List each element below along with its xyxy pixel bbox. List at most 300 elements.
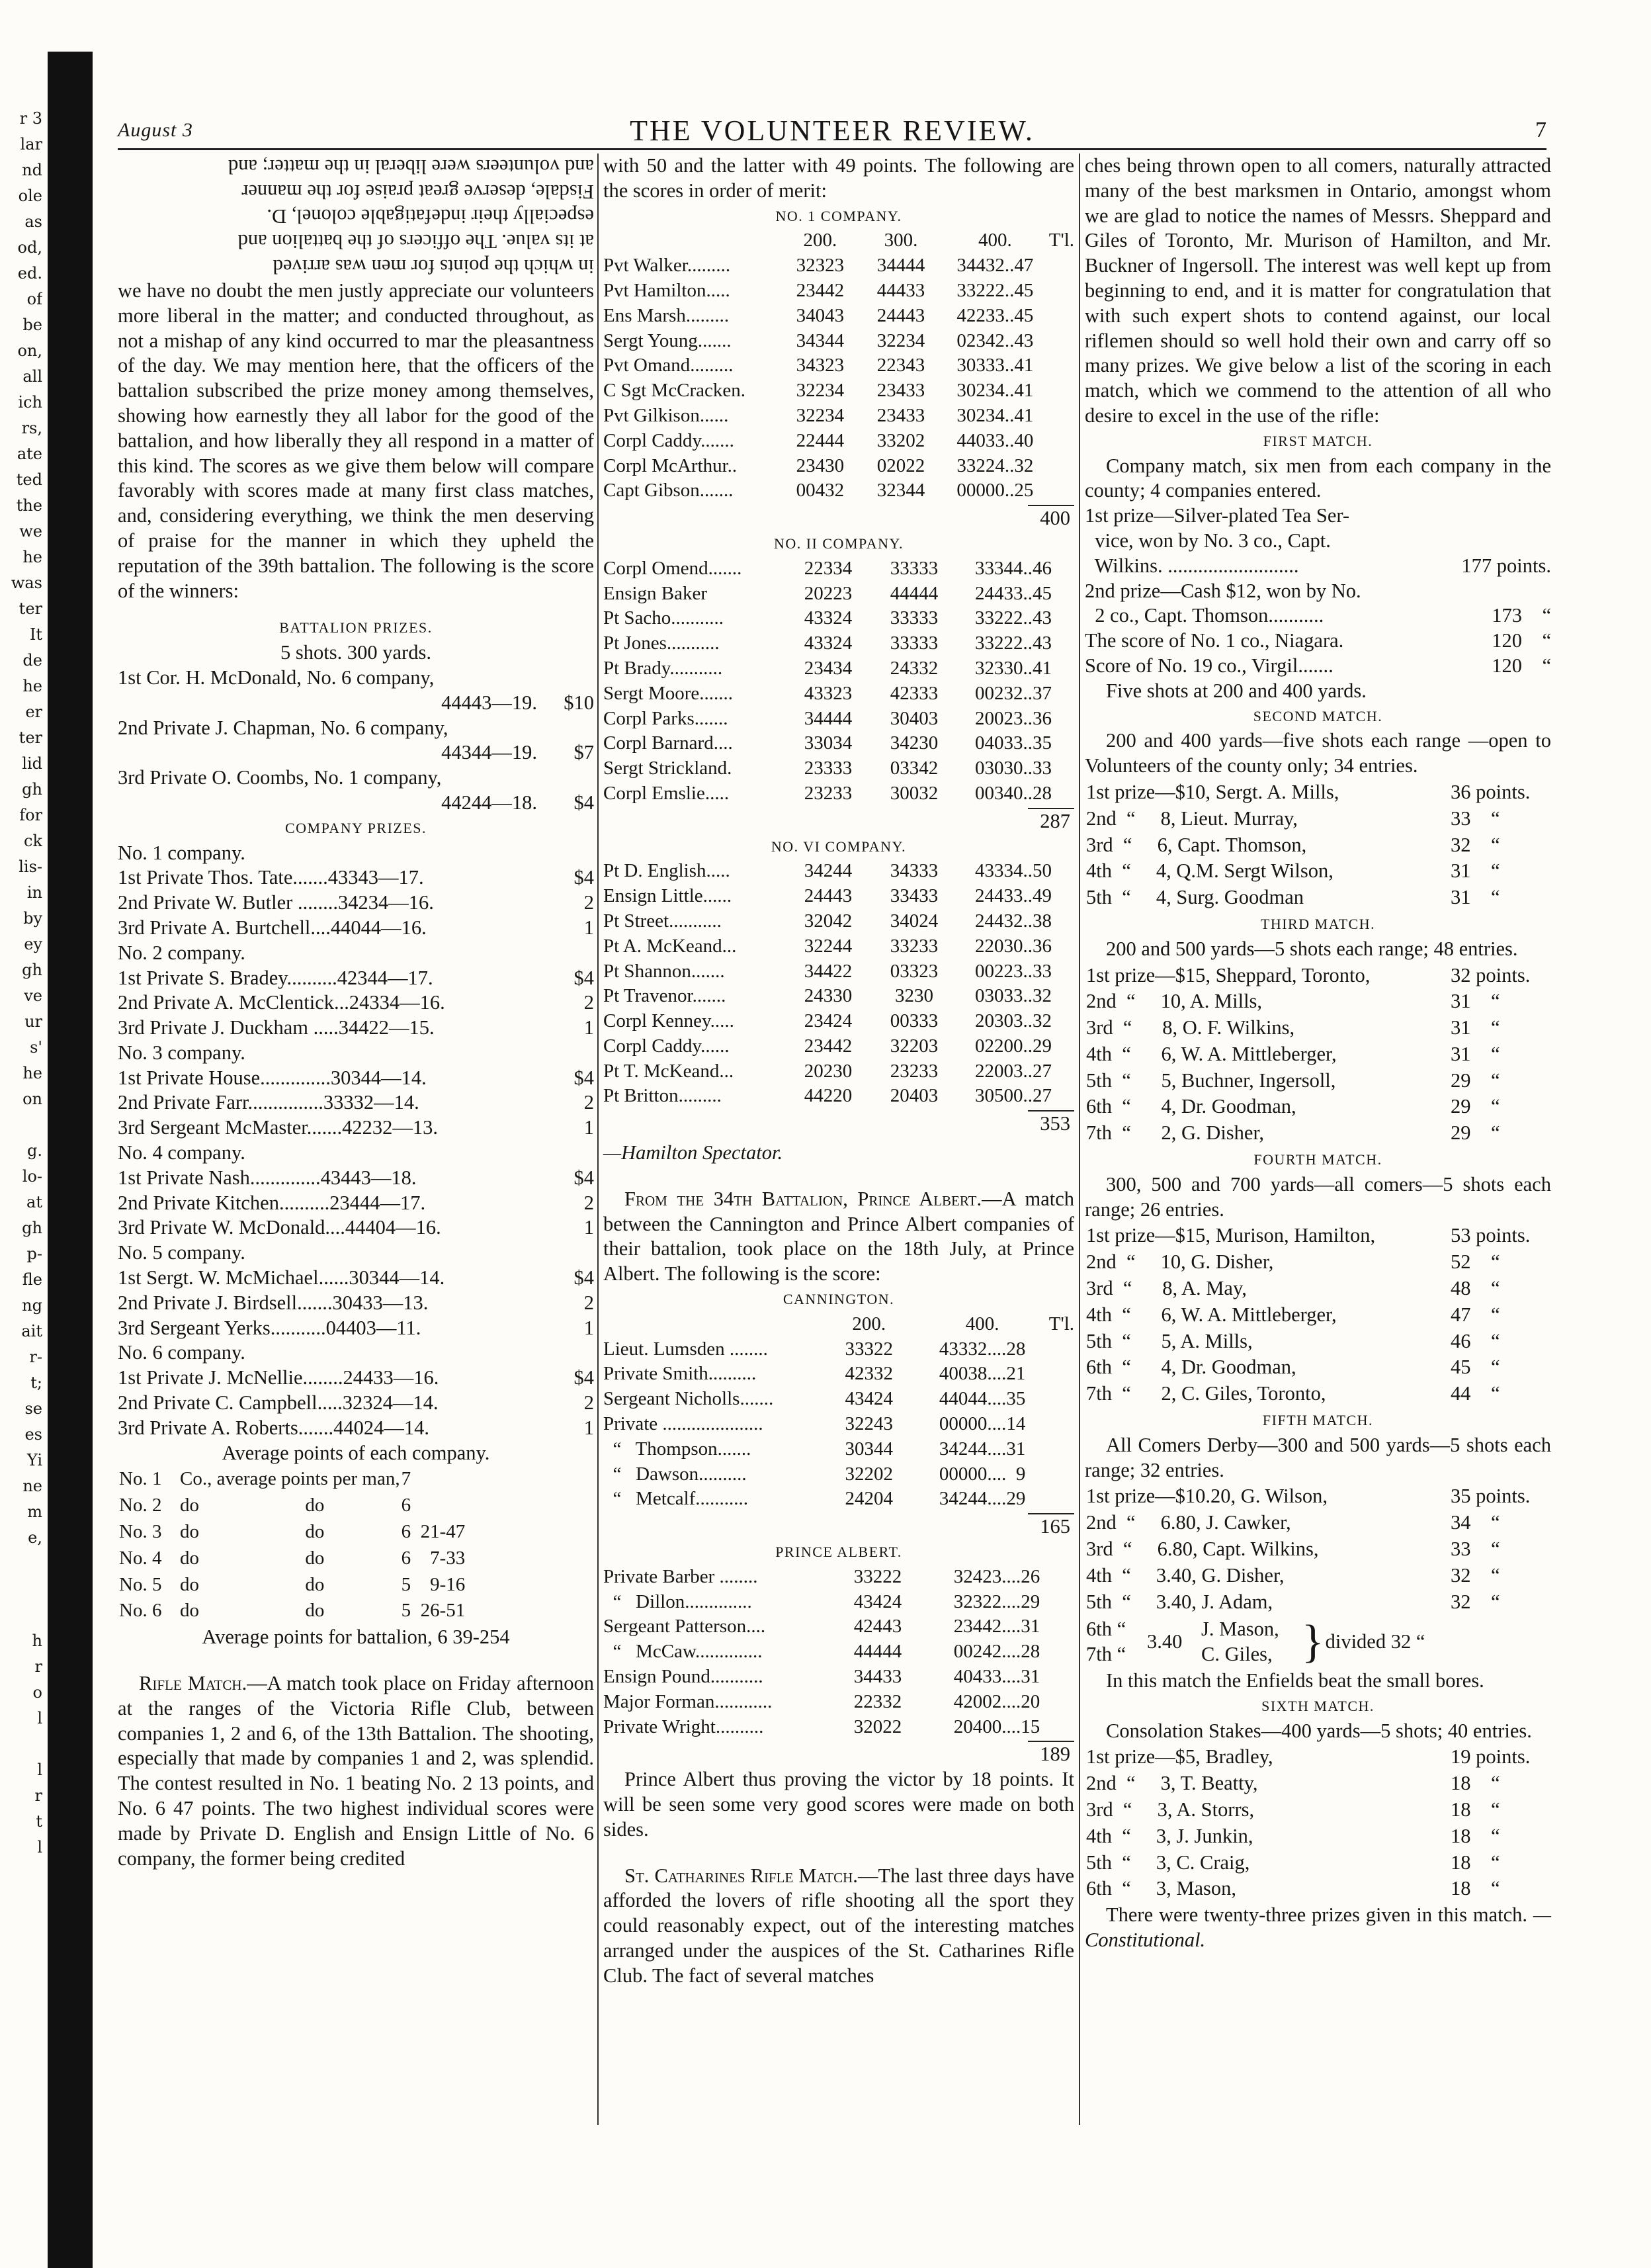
prize-amount: 1 (583, 1116, 594, 1139)
table-row (603, 934, 1070, 959)
average-label: do (305, 1521, 325, 1543)
result-points: 18 “ (1451, 1772, 1500, 1795)
score-cell: 22334 (804, 557, 853, 579)
article-text: Rifle Match.—A match took place on Friday afternoon at the ranges of the Victoria Rifle Club, between companies 1, 2 and 6, of the 13th Battalion. The shooting, especially that made by companies 1 and 2, was splendid. The contest resulted in No. 1 beating No. 2 13 points, and No. 6 47 points. The two highest individual scores were made by Private D. English and Ensign Little of No. 6 company, the former being credited (118, 1672, 594, 1870)
result-row (1086, 1069, 1550, 1094)
prize-row (118, 1215, 594, 1241)
edge-fragment: l (37, 1761, 42, 1779)
table-row (603, 1337, 1074, 1362)
column-right (1085, 153, 1551, 2204)
result-points: 31 “ (1451, 859, 1500, 883)
prize-amount: 1 (583, 1416, 594, 1439)
prize-name: 3rd Private O. Coombs, No. 1 company, (118, 766, 442, 789)
edge-fragment: at (26, 1193, 42, 1211)
edge-fragment: r- (29, 1348, 42, 1366)
result-points: 31 “ (1451, 990, 1500, 1013)
result-name: 4th “ 3.40, G. Disher, (1086, 1563, 1285, 1587)
result-name: 6th “ 3, Mason, (1086, 1877, 1237, 1900)
result-points: 53 points. (1451, 1224, 1531, 1247)
inverted-line: in which the points for men was arrived (273, 255, 594, 278)
shooter-name: Capt Gibson....... (603, 480, 734, 502)
table-row (603, 582, 1070, 607)
result-points: 44 “ (1451, 1382, 1500, 1405)
score-cell: 43323 (804, 682, 853, 704)
match-results (1085, 503, 1551, 679)
column-header: 200. (852, 1313, 886, 1334)
column-left (118, 153, 594, 2244)
table-row (603, 1614, 1066, 1639)
score-cell: 32423....26 (953, 1565, 1040, 1587)
table-row (603, 707, 1070, 732)
company-name: No. 5 company. (118, 1241, 245, 1264)
score-cell: 20223 (804, 582, 853, 604)
score-cell: 23442....31 (953, 1616, 1040, 1637)
edge-fragment: ted (16, 470, 42, 489)
result-row (1086, 1381, 1550, 1407)
edge-fragment: es (24, 1425, 42, 1444)
result-points: 35 points. (1451, 1485, 1531, 1508)
prize-entry: 2nd Private Kitchen..........23444—17. (118, 1191, 426, 1214)
average-label: do (180, 1521, 199, 1543)
match-heading: THIRD MATCH. (1260, 915, 1376, 932)
score-cell: 30234..41 (956, 380, 1034, 402)
article-text: ches being thrown open to all comers, naturally attracted many of the best marksmen in Ontario, amongst whom we are glad to notice the names of Messrs. Sheppard and Giles of Toronto, Mr. Murison of Hamilton, and Mr. Buckner of Ingersoll. The interest was well kept up from beginning to end, and it is matter for congratulation that with such expert shots to contend against, our local riflemen should so well hold their own and carry off so many prizes. We give below a list of the scoring in each match, which we commend to the attention of all who desire to excel in the use of the rifle: (1085, 154, 1551, 427)
prize-row (118, 1115, 594, 1141)
average-label: do (305, 1600, 325, 1622)
table-total: 287 (1040, 809, 1070, 832)
score-cell: 32203 (890, 1035, 939, 1057)
prize-entry: 3rd Sergeant Yerks...........04403—11. (118, 1316, 421, 1339)
table-row (603, 1084, 1070, 1109)
score-cell: 33344..46 (975, 557, 1052, 579)
score-cell: 33333 (890, 557, 939, 579)
result-name: 1st prize—$15, Sheppard, Toronto, (1086, 963, 1371, 986)
edge-fragment: e, (28, 1528, 42, 1547)
score-cell: 33433 (890, 885, 939, 907)
table-row (603, 1565, 1066, 1590)
edge-fragment: m (27, 1503, 42, 1521)
header-title: THE VOLUNTEER REVIEW. (630, 114, 1035, 147)
edge-fragment: lar (20, 135, 42, 153)
score-cell: 03033..32 (975, 985, 1052, 1007)
match-description: Company match, six men from each company in the county; 4 companies entered. (1085, 454, 1551, 502)
score-cell: 44444 (853, 1641, 902, 1663)
shooter-name: Ensign Baker (603, 582, 708, 604)
shooter-name: “ Thompson....... (603, 1438, 751, 1460)
score-cell: 34323 (796, 355, 845, 376)
result-points: 52 “ (1451, 1250, 1500, 1274)
result-points: 18 “ (1451, 1877, 1500, 1900)
score-cell: 23433 (876, 404, 925, 426)
edge-fragment: p- (26, 1244, 42, 1263)
edge-fragment: rs, (21, 419, 42, 437)
score-cell: 34230 (890, 732, 939, 754)
table-row (603, 859, 1070, 884)
table-row (603, 1590, 1066, 1615)
result-name: 1st prize—$10.20, G. Wilson, (1086, 1485, 1328, 1508)
prize-row (1085, 529, 1551, 554)
match-heading: SIXTH MATCH. (1261, 1697, 1375, 1714)
score-cell: 34432..47 (956, 255, 1034, 277)
prize-amount: 2 (583, 991, 594, 1014)
score-cell: 02200..29 (975, 1035, 1052, 1057)
average-table (118, 1465, 594, 1625)
match-results (1085, 962, 1551, 1148)
score-cell: 30403 (890, 707, 939, 729)
prize-score (118, 791, 594, 816)
score-cell: 34244....31 (939, 1438, 1026, 1460)
prize-row (1085, 654, 1551, 679)
table-row (603, 909, 1070, 934)
edge-fragment: ich (18, 393, 42, 412)
result-row (1086, 1563, 1550, 1589)
edge-fragment: fle (22, 1270, 42, 1289)
match-results (1085, 779, 1551, 912)
table-heading: NO. VI COMPANY. (771, 838, 907, 855)
average-value: 7 (401, 1468, 411, 1490)
result-name: 4th “ 6, W. A. Mittleberger, (1086, 1042, 1337, 1065)
article-text: Prince Albert thus proving the victor by 18 points. It will be seen some very good scores were made on both sides. (603, 1768, 1074, 1841)
shooter-name: Private Wright.......... (603, 1716, 764, 1737)
score-cell: 32244 (804, 935, 853, 957)
average-value: 5 9-16 (401, 1573, 466, 1595)
score-cell: 24443 (804, 885, 853, 907)
result-row (1086, 1771, 1550, 1796)
score-cell: 43334..50 (975, 860, 1052, 882)
shooter-name: Sergt Young....... (603, 329, 732, 351)
average-row (119, 1573, 593, 1598)
prize-amount: $4 (573, 1166, 594, 1189)
score-table (603, 1312, 1074, 1512)
prize-amount: 2 (583, 891, 594, 914)
result-name: 6th “ 4, Dr. Goodman, (1086, 1356, 1296, 1379)
score-cell: 20403 (890, 1085, 939, 1107)
average-label: do (180, 1600, 199, 1622)
prize-entry: 2nd Private W. Butler ........34234—16. (118, 891, 434, 914)
inverted-line: at its value. The officers of the battalion and (237, 230, 594, 253)
prize-amount: 1 (583, 1216, 594, 1239)
match-note: Five shots at 200 and 400 yards. (1106, 679, 1367, 702)
shooter-name: Ensign Little...... (603, 885, 732, 907)
binding-shadow (48, 52, 93, 2268)
score-cell: 44444 (890, 582, 939, 604)
table-row (603, 731, 1070, 756)
score-cell: 23233 (890, 1060, 939, 1082)
edge-fragment: od, (17, 238, 42, 257)
prize-row (118, 1291, 594, 1316)
prize-amount: 2 (583, 1191, 594, 1214)
table-row (603, 959, 1070, 984)
company-label: No. 5 (119, 1573, 162, 1595)
table-row (603, 1665, 1066, 1690)
edge-fragment: in (26, 883, 42, 902)
prize-row (1085, 579, 1551, 604)
shooter-name: Corpl McArthur.. (603, 455, 738, 476)
prize-amount: $4 (573, 1366, 594, 1389)
result-points: 18 “ (1451, 1798, 1500, 1821)
result-name: 3rd “ 6.80, Capt. Wilkins, (1086, 1538, 1319, 1561)
edge-fragment: he (22, 1064, 42, 1082)
edge-fragment: nd (22, 161, 42, 179)
score-cell: 33224..32 (956, 455, 1034, 476)
edge-fragment: It (29, 625, 42, 644)
result-points: 47 “ (1451, 1303, 1500, 1326)
score-cell: 00232..37 (975, 682, 1052, 704)
result-name: 7th “ 2, G. Disher, (1086, 1121, 1265, 1145)
match-results (1085, 1222, 1551, 1408)
table-row (603, 1437, 1074, 1462)
prize-row (118, 1090, 594, 1115)
prize-row (118, 966, 594, 991)
prize-entry: 1st Private Nash..............43443—18. (118, 1166, 417, 1189)
result-points: 18 “ (1451, 1851, 1500, 1874)
score-cell: 30234..41 (956, 404, 1034, 426)
shooter-name: Corpl Emslie..... (603, 782, 730, 804)
company-name: No. 4 company. (118, 1141, 245, 1164)
score-cell: 02342..43 (956, 329, 1034, 351)
edge-fragment: ait (21, 1322, 42, 1340)
table-row (603, 253, 1074, 279)
result-name: 5th “ 3, C. Craig, (1086, 1851, 1250, 1874)
average-value: 6 7-33 (401, 1547, 466, 1569)
score-cell: 24204 (845, 1488, 893, 1510)
score-cell: 40038....21 (939, 1363, 1026, 1385)
prize-entry: 2nd Private J. Birdsell.......30433—13. (118, 1291, 429, 1314)
edge-fragment: ng (22, 1296, 42, 1315)
result-name: 5th “ 3.40, J. Adam, (1086, 1590, 1273, 1613)
score-cell: 34433 (853, 1666, 902, 1688)
score-cell: 23433 (876, 380, 925, 402)
result-row (1086, 1745, 1550, 1770)
score-cell: 22343 (876, 355, 925, 376)
company-name: No. 3 company. (118, 1041, 245, 1064)
prize-entry: 2nd prize—Cash $12, won by No. (1085, 579, 1361, 602)
table-row (603, 606, 1070, 631)
shooter-name: Ens Marsh......... (603, 304, 730, 326)
match-heading: FIFTH MATCH. (1262, 1412, 1374, 1429)
edge-fragment: ne (22, 1477, 42, 1495)
edge-fragment: gh (22, 1219, 42, 1237)
table-row (603, 329, 1074, 354)
table-row (603, 1009, 1070, 1034)
score-cell: 22332 (853, 1690, 902, 1712)
score-cell: 32243 (845, 1413, 893, 1435)
prize-points: 120 “ (1492, 629, 1551, 652)
table-row (603, 1412, 1074, 1437)
score-cell: 32234 (876, 329, 925, 351)
score-cell: 00242....28 (953, 1641, 1040, 1663)
match-results (1085, 1483, 1551, 1616)
prize-name: 2nd Private J. Chapman, No. 6 company, (118, 716, 448, 739)
shooter-name: Sergt Strickland. (603, 758, 732, 779)
prize-amount: $4 (573, 1066, 594, 1089)
edge-fragment: he (22, 548, 42, 566)
result-name: 1st prize—$15, Murison, Hamilton, (1086, 1224, 1376, 1247)
table-row (603, 429, 1074, 454)
prize-score (118, 691, 594, 716)
shooter-name: Pvt Gilkison...... (603, 404, 729, 426)
result-row (1086, 1355, 1550, 1380)
edge-fragment: er (25, 703, 42, 721)
shooter-name: Sergeant Patterson.... (603, 1616, 766, 1637)
result-name: 5th “ 4, Surg. Goodman (1086, 886, 1304, 909)
result-row (1086, 1798, 1550, 1823)
score-cell: 44220 (804, 1085, 853, 1107)
edge-fragment: l (37, 1709, 42, 1727)
edge-fragment: s' (30, 1038, 42, 1057)
average-row (119, 1546, 593, 1571)
score-cell: 44044....35 (939, 1388, 1026, 1410)
score-table (603, 1565, 1066, 1740)
table-row (603, 1690, 1066, 1715)
shooter-name: Pt Brady........... (603, 657, 723, 679)
score-cell: 43324 (804, 632, 853, 654)
score-cell: 24433..45 (975, 582, 1052, 604)
result-name: 7th “ 2, C. Giles, Toronto, (1086, 1382, 1326, 1405)
score-cell: 20303..32 (975, 1010, 1052, 1032)
page-number: 7 (1535, 118, 1546, 142)
result-row (1086, 1329, 1550, 1354)
shooter-name: Corpl Caddy...... (603, 1035, 730, 1057)
table-row (603, 478, 1074, 503)
shooter-name: C Sgt McCracken. (603, 380, 746, 402)
average-label: do (305, 1547, 325, 1569)
table-total: 189 (1040, 1743, 1070, 1766)
company-label: No. 6 (119, 1600, 162, 1622)
score-cell: 33222..45 (956, 279, 1034, 301)
result-name: 3rd “ 8, O. F. Wilkins, (1086, 1016, 1295, 1039)
prize-entry: vice, won by No. 3 co., Capt. (1085, 529, 1331, 552)
score-cell: 42233..45 (956, 304, 1034, 326)
article-heading: From the 34th Battalion, Prince Albert. (624, 1187, 982, 1210)
result-name: 2nd “ 3, T. Beatty, (1086, 1772, 1258, 1795)
average-row (119, 1598, 593, 1624)
shooter-name: Pvt Walker......... (603, 255, 731, 277)
edge-fragment: was (11, 574, 42, 592)
score-cell: 03030..33 (975, 758, 1052, 779)
score-cell: 43424 (853, 1591, 902, 1612)
prize-points: 177 points. (1461, 554, 1551, 577)
prize-entry: 1st Private House..............30344—14. (118, 1066, 427, 1089)
score-cell: 00223..33 (975, 960, 1052, 982)
prize-entry: 2nd Private C. Campbell.....32324—14. (118, 1391, 439, 1415)
score-cell: 40433....31 (953, 1666, 1040, 1688)
edge-fragment: se (24, 1399, 42, 1418)
edge-fragment (0, 1602, 42, 1628)
result-name: 3rd “ 8, A. May, (1086, 1277, 1247, 1300)
prize-amount: 1 (583, 916, 594, 939)
score-cell: 23424 (804, 1010, 853, 1032)
edge-fragment: by (23, 909, 42, 928)
shooter-name: Pt D. English..... (603, 860, 730, 882)
article-text: From the 34th Battalion, Prince Albert.—A match between the Cannington and Prince Albert companies of their battalion, took place on the 18th July, at Prince Albert. The following is the score: (603, 1187, 1074, 1286)
result-row (1086, 963, 1550, 988)
result-row (1086, 1121, 1550, 1146)
score-cell: 03342 (890, 758, 939, 779)
column-header: T'l. (1048, 1313, 1074, 1334)
result-row (1086, 1276, 1550, 1301)
match-description: Consolation Stakes—400 yards—5 shots; 40 entries. (1106, 1719, 1532, 1742)
prize-row (118, 1191, 594, 1216)
prize-amount: 2 (583, 1291, 594, 1314)
prize-amount: $4 (573, 866, 594, 889)
score-cell: 20400....15 (953, 1716, 1040, 1737)
article-heading: Rifle Match. (139, 1672, 247, 1695)
score-cell: 00340..28 (975, 782, 1052, 804)
table-row (603, 556, 1070, 582)
table-row (603, 353, 1074, 378)
prize-entry: 1st prize—Silver-plated Tea Ser- (1085, 504, 1350, 527)
edge-fragment: we (19, 522, 42, 541)
average-label: do (305, 1573, 325, 1595)
section-subheading: 5 shots. 300 yards. (280, 641, 431, 664)
edge-fragment: l (37, 1838, 42, 1856)
header-date: August 3 (118, 119, 193, 141)
result-points: 32 “ (1451, 833, 1500, 856)
score-cell: 43324 (804, 607, 853, 629)
table-row (603, 884, 1070, 909)
shooter-name: “ Dawson.......... (603, 1463, 747, 1485)
score-cell: 33333 (890, 632, 939, 654)
edge-fragment: all (22, 367, 42, 386)
average-value: 6 21-47 (401, 1521, 466, 1543)
result-row (1086, 1484, 1550, 1509)
score-cell: 32330..41 (975, 657, 1052, 679)
header-blank (603, 228, 780, 253)
section-heading: Average points of each company. (222, 1441, 490, 1464)
prize-row (1085, 603, 1551, 629)
score-cell: 3230 (895, 985, 933, 1007)
edge-fragment: be (22, 316, 42, 334)
edge-fragment: ole (18, 187, 42, 205)
table-row (603, 454, 1074, 479)
score-cell: 32042 (804, 910, 853, 932)
score-cell: 33233 (890, 935, 939, 957)
score-cell: 22003..27 (975, 1060, 1052, 1082)
score-cell: 24332 (890, 657, 939, 679)
prize-entry: Score of No. 19 co., Virgil....... (1085, 654, 1334, 677)
table-row (603, 1715, 1066, 1740)
result-name: 5th “ 5, Buchner, Ingersoll, (1086, 1069, 1336, 1092)
score-cell: 30344 (845, 1438, 893, 1460)
prize-points: 120 “ (1492, 654, 1551, 677)
prize-amount: $4 (573, 966, 594, 989)
score-cell: 42443 (853, 1616, 902, 1637)
result-row (1086, 780, 1550, 805)
average-value: 5 26-51 (401, 1600, 466, 1622)
score-cell: 34244 (804, 860, 853, 882)
prize-entry (118, 765, 594, 816)
score-cell: 23434 (804, 657, 853, 679)
table-row (603, 1639, 1066, 1665)
table-row (603, 1059, 1070, 1084)
table-total: 353 (1040, 1112, 1070, 1135)
score-cell: 22030..36 (975, 935, 1052, 957)
edge-fragment: lo- (22, 1167, 42, 1186)
prize-score-value: 44443—19. (441, 691, 537, 714)
prize-row (1085, 629, 1551, 654)
score-cell: 00333 (890, 1010, 939, 1032)
shooter-name: Pt Street........... (603, 910, 722, 932)
shooter-name: Private ..................... (603, 1413, 763, 1435)
edge-fragment: o (32, 1683, 42, 1702)
prize-row (118, 1316, 594, 1341)
match-description: 200 and 500 yards—5 shots each range; 48 entries. (1106, 937, 1518, 960)
edge-fragment (0, 1577, 42, 1602)
prize-entry: 1st Private Thos. Tate.......43343—17. (118, 866, 424, 889)
shooter-name: Corpl Kenney..... (603, 1010, 734, 1032)
article-text: with 50 and the latter with 49 points. The following are the scores in order of merit: (603, 154, 1074, 202)
